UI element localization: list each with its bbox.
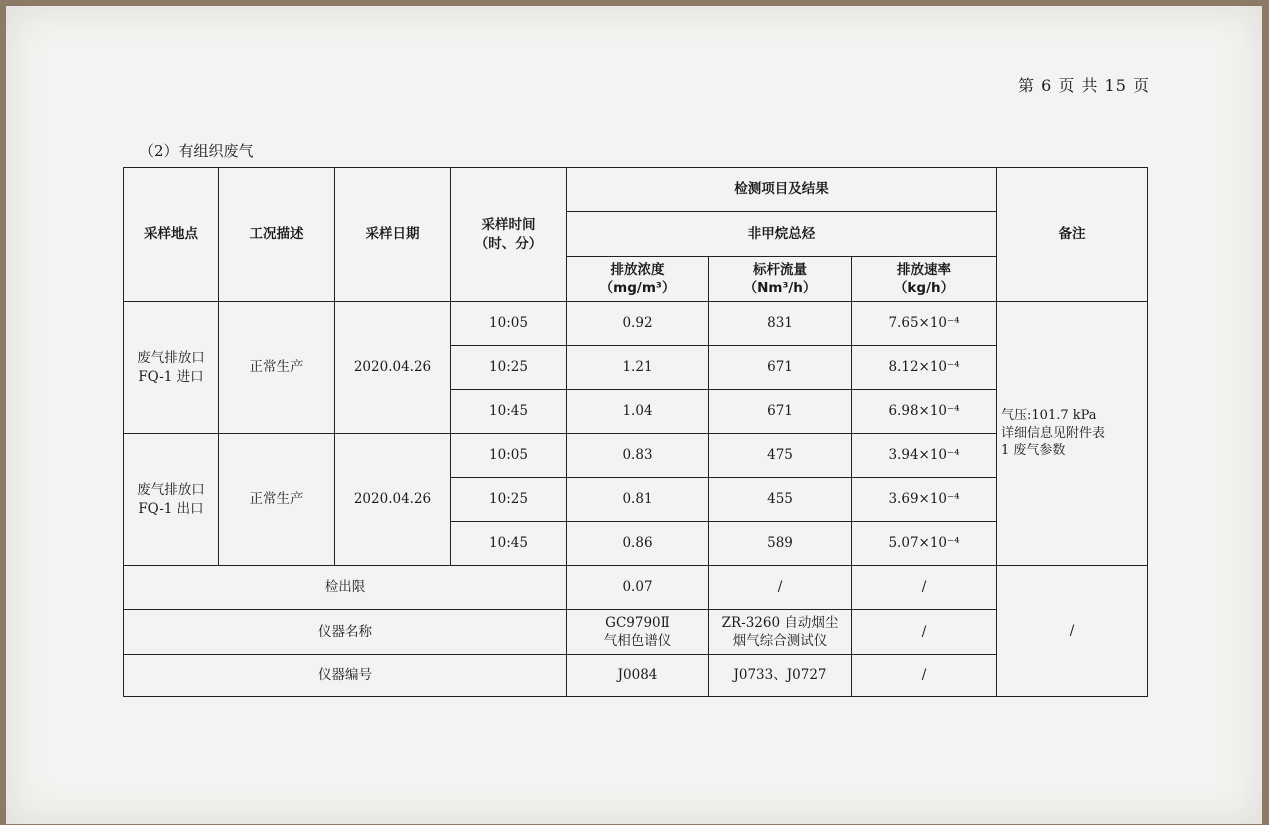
instrument-name-flow: [709, 610, 852, 655]
condition-cell: 正常生产: [219, 434, 335, 566]
instrument-type-2: 烟气综合测试仪: [732, 633, 828, 649]
header-time-line1: 采样时间: [481, 217, 536, 234]
flow-cell: 671: [709, 390, 852, 434]
header-rate-unit: （kg/h）: [893, 280, 955, 296]
concentration-cell: 0.83: [567, 434, 709, 478]
header-group: 检测项目及结果: [567, 168, 997, 212]
table-row: [124, 302, 1148, 346]
time-cell: 10:05: [451, 434, 567, 478]
header-flow-unit: （Nm³/h）: [743, 280, 817, 296]
location-line2: FQ-1 出口: [138, 500, 204, 517]
location-line1: 废气排放口: [137, 350, 205, 367]
detection-limit-row: [124, 566, 1148, 610]
page-number: 第 6 页 共 15 页: [1018, 76, 1150, 95]
rate-cell: 7.65×10⁻⁴: [852, 302, 997, 346]
section-title: （2）有组织废气: [139, 142, 254, 160]
location-line1: 废气排放口: [137, 482, 205, 499]
table-row: [124, 434, 1148, 478]
instrument-model-1: GC9790Ⅱ: [605, 614, 670, 631]
condition-cell: 正常生产: [219, 302, 335, 434]
concentration-cell: 1.04: [567, 390, 709, 434]
detection-limit-flow: /: [709, 566, 852, 610]
rate-cell: 3.94×10⁻⁴: [852, 434, 997, 478]
header-flow: [709, 257, 852, 302]
header-concentration: [567, 257, 709, 302]
time-cell: 10:05: [451, 302, 567, 346]
instrument-type-1: 气相色谱仪: [603, 633, 672, 649]
instrument-name-row: [124, 610, 1148, 655]
detection-limit-label: 检出限: [124, 566, 567, 610]
time-cell: 10:45: [451, 522, 567, 566]
header-remarks: 备注: [997, 168, 1148, 302]
flow-cell: 831: [709, 302, 852, 346]
rate-cell: 3.69×10⁻⁴: [852, 478, 997, 522]
location-cell: [124, 302, 219, 434]
remarks-detail: 详细信息见附件表: [1001, 425, 1106, 441]
header-concentration-line1: 排放浓度: [610, 261, 665, 278]
detection-limit-rate: /: [852, 566, 997, 610]
rate-cell: 6.98×10⁻⁴: [852, 390, 997, 434]
instrument-name-label: 仪器名称: [124, 610, 567, 655]
flow-cell: 671: [709, 346, 852, 390]
instrument-id-flow: J0733、J0727: [709, 655, 852, 697]
header-rate: [852, 257, 997, 302]
header-concentration-unit: （mg/m³）: [599, 280, 676, 296]
instrument-name-concentration: [567, 610, 709, 655]
instrument-id-concentration: J0084: [567, 655, 709, 697]
remarks-attachment: 1 废气参数: [1001, 443, 1066, 459]
time-cell: 10:45: [451, 390, 567, 434]
remarks-cell: [997, 302, 1148, 566]
location-line2: FQ-1 进口: [138, 368, 204, 385]
header-date: 采样日期: [335, 168, 451, 302]
concentration-cell: 0.86: [567, 522, 709, 566]
flow-cell: 455: [709, 478, 852, 522]
header-flow-line1: 标杆流量: [753, 261, 807, 278]
instrument-id-rate: /: [852, 655, 997, 697]
results-table: [123, 167, 1148, 697]
header-condition: 工况描述: [219, 168, 335, 302]
flow-cell: 475: [709, 434, 852, 478]
location-cell: [124, 434, 219, 566]
time-cell: 10:25: [451, 346, 567, 390]
instrument-model-2: ZR-3260 自动烟尘: [721, 614, 839, 631]
concentration-cell: 1.21: [567, 346, 709, 390]
footer-remarks-cell: /: [997, 566, 1148, 697]
instrument-name-rate: /: [852, 610, 997, 655]
flow-cell: 589: [709, 522, 852, 566]
concentration-cell: 0.81: [567, 478, 709, 522]
date-cell: 2020.04.26: [335, 434, 451, 566]
header-time: [451, 168, 567, 302]
detection-limit-concentration: 0.07: [567, 566, 709, 610]
header-location: 采样地点: [124, 168, 219, 302]
rate-cell: 5.07×10⁻⁴: [852, 522, 997, 566]
date-cell: 2020.04.26: [335, 302, 451, 434]
remarks-pressure: 气压:101.7 kPa: [1001, 408, 1097, 424]
concentration-cell: 0.92: [567, 302, 709, 346]
instrument-id-row: [124, 655, 1148, 697]
rate-cell: 8.12×10⁻⁴: [852, 346, 997, 390]
time-cell: 10:25: [451, 478, 567, 522]
header-item: 非甲烷总烃: [567, 212, 997, 257]
header-time-line2: （时、分）: [474, 235, 543, 252]
header-rate-line1: 排放速率: [897, 261, 952, 278]
instrument-id-label: 仪器编号: [124, 655, 567, 697]
